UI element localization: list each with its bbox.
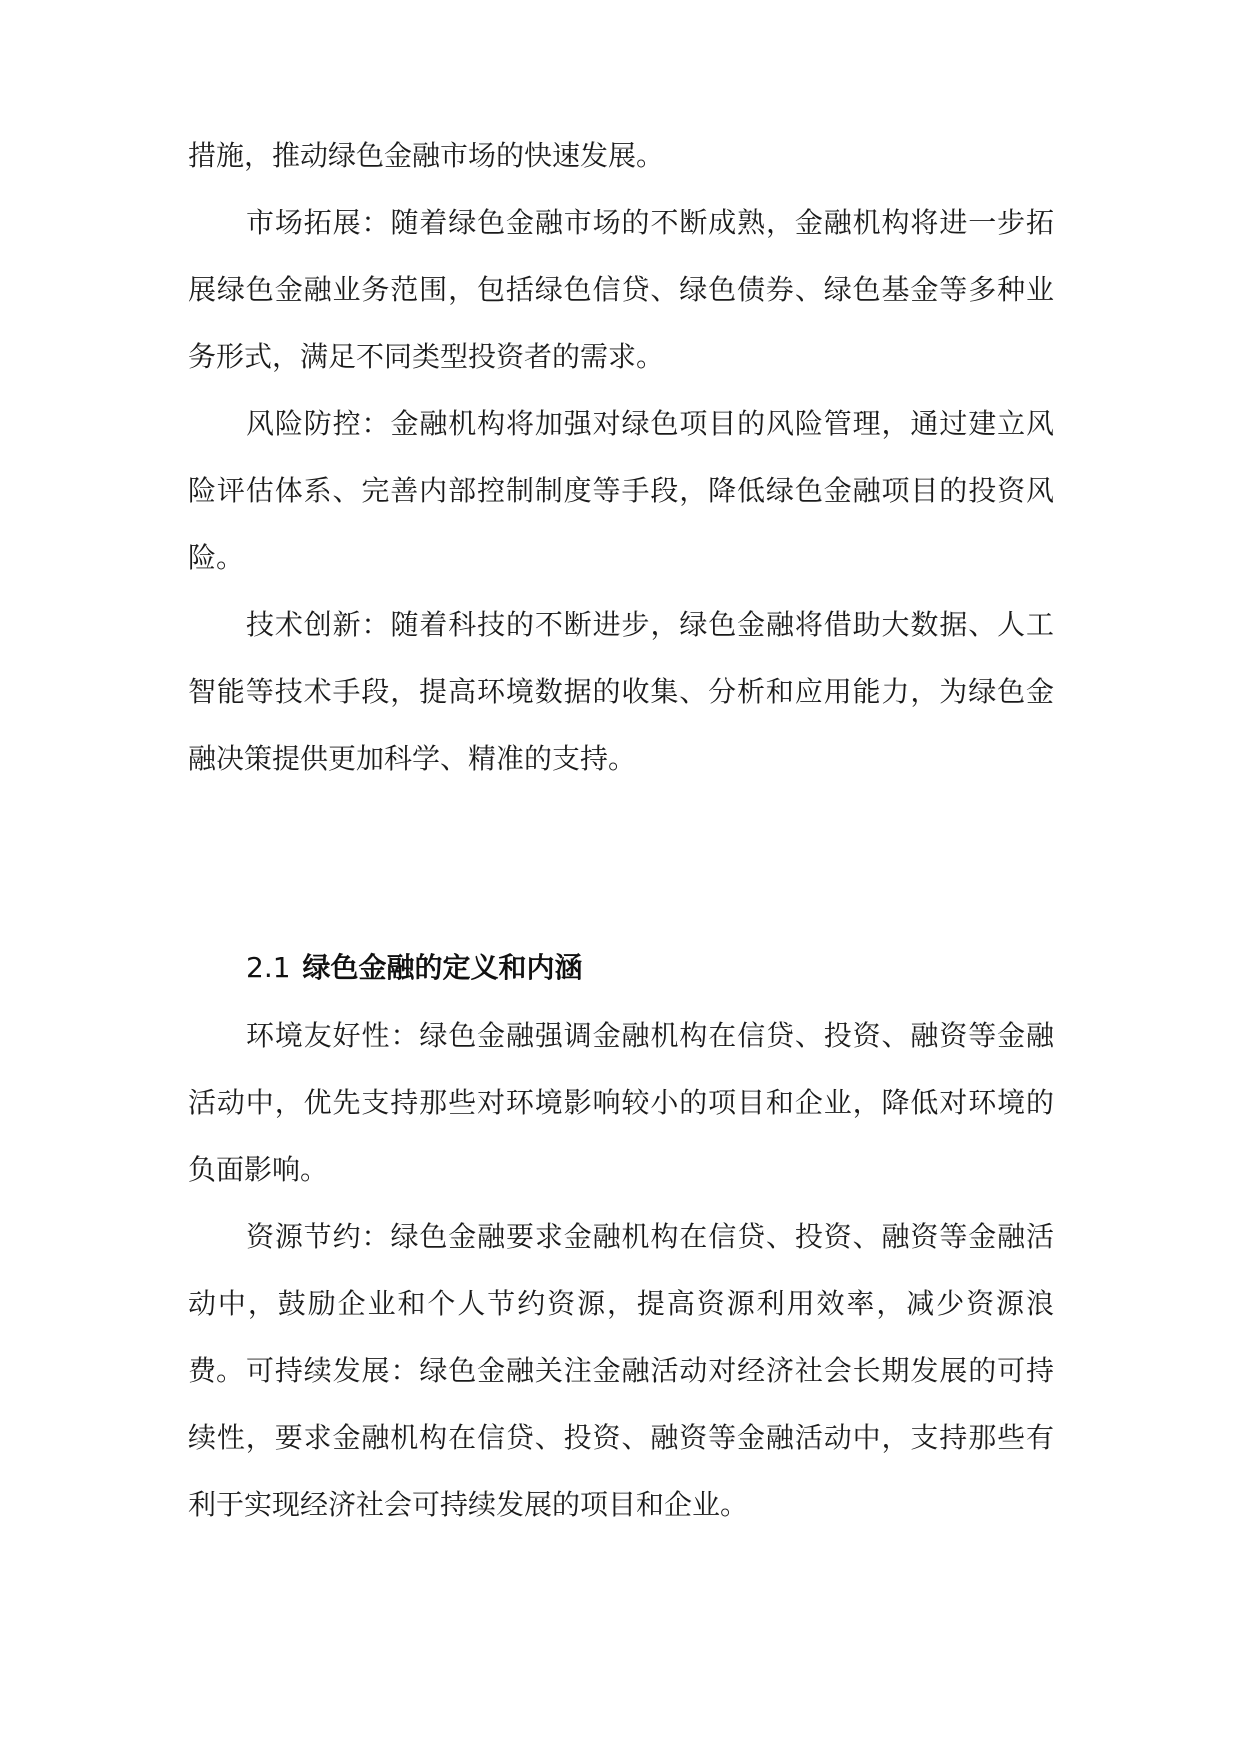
section-number: 2.1 xyxy=(246,951,291,984)
section-title: 绿色金融的定义和内涵 xyxy=(302,951,583,984)
paragraph-tech-innovation: 技术创新：随着科技的不断进步，绿色金融将借助大数据、人工智能等技术手段，提高环境数据的收集、分析和应用能力，为绿色金融决策提供更加科学、精准的支持。 xyxy=(188,608,1054,775)
paragraph-market-expansion: 市场拓展：随着绿色金融市场的不断成熟，金融机构将进一步拓展绿色金融业务范围，包括绿色信贷、绿色债券、绿色基金等多种业务形式，满足不同类型投资者的需求。 xyxy=(188,206,1054,373)
section-heading xyxy=(246,934,583,1001)
paragraph-risk-control: 风险防控：金融机构将加强对绿色项目的风险管理，通过建立风险评估体系、完善内部控制制度等手段，降低绿色金融项目的投资风险。 xyxy=(188,407,1054,574)
paragraph-resource-saving: 资源节约：绿色金融要求金融机构在信贷、投资、融资等金融活动中，鼓励企业和个人节约资源，提高资源利用效率，减少资源浪费。 xyxy=(188,1220,1054,1387)
paragraph-continuation: 措施，推动绿色金融市场的快速发展。 xyxy=(188,139,665,172)
paragraph-environment-friendly: 环境友好性：绿色金融强调金融机构在信贷、投资、融资等金融活动中，优先支持那些对环境影响较小的项目和企业，降低对环境的负面影响。 xyxy=(188,1019,1054,1186)
paragraph-sustainable-development: 可持续发展：绿色金融关注金融活动对经济社会长期发展的可持续性，要求金融机构在信贷、投资、融资等金融活动中，支持那些有利于实现经济社会可持续发展的项目和企业。 xyxy=(188,1354,1054,1521)
